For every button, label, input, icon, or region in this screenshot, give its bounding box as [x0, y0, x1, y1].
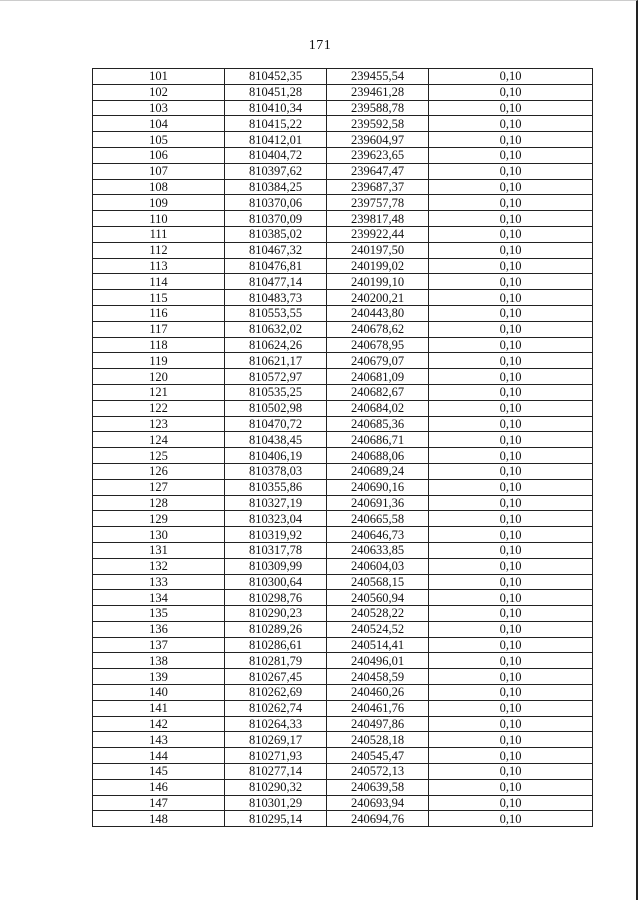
y-coordinate-cell: 240545,47: [327, 748, 429, 764]
y-coordinate-cell: 240497,86: [327, 716, 429, 732]
point-number-cell: 112: [93, 242, 225, 258]
accuracy-cell: 0,10: [429, 179, 593, 195]
accuracy-cell: 0,10: [429, 448, 593, 464]
y-coordinate-cell: 240461,76: [327, 700, 429, 716]
table-row: [93, 211, 593, 227]
accuracy-cell: 0,10: [429, 716, 593, 732]
x-coordinate-cell: 810319,92: [225, 527, 327, 543]
accuracy-cell: 0,10: [429, 669, 593, 685]
table-row: [93, 527, 593, 543]
y-coordinate-cell: 240639,58: [327, 779, 429, 795]
point-number-cell: 130: [93, 527, 225, 543]
accuracy-cell: 0,10: [429, 511, 593, 527]
y-coordinate-cell: 240688,06: [327, 448, 429, 464]
point-number-cell: 131: [93, 542, 225, 558]
x-coordinate-cell: 810415,22: [225, 116, 327, 132]
point-number-cell: 113: [93, 258, 225, 274]
accuracy-cell: 0,10: [429, 574, 593, 590]
accuracy-cell: 0,10: [429, 811, 593, 827]
x-coordinate-cell: 810323,04: [225, 511, 327, 527]
table-row: [93, 542, 593, 558]
point-number-cell: 145: [93, 764, 225, 780]
y-coordinate-cell: 240460,26: [327, 685, 429, 701]
x-coordinate-cell: 810483,73: [225, 290, 327, 306]
accuracy-cell: 0,10: [429, 779, 593, 795]
x-coordinate-cell: 810385,02: [225, 226, 327, 242]
accuracy-cell: 0,10: [429, 132, 593, 148]
y-coordinate-cell: 240199,02: [327, 258, 429, 274]
x-coordinate-cell: 810281,79: [225, 653, 327, 669]
point-number-cell: 126: [93, 463, 225, 479]
accuracy-cell: 0,10: [429, 685, 593, 701]
x-coordinate-cell: 810470,72: [225, 416, 327, 432]
point-number-cell: 116: [93, 305, 225, 321]
point-number-cell: 137: [93, 637, 225, 653]
y-coordinate-cell: 240685,36: [327, 416, 429, 432]
accuracy-cell: 0,10: [429, 147, 593, 163]
point-number-cell: 104: [93, 116, 225, 132]
point-number-cell: 106: [93, 147, 225, 163]
table-row: [93, 590, 593, 606]
table-row: [93, 764, 593, 780]
x-coordinate-cell: 810290,23: [225, 606, 327, 622]
x-coordinate-cell: 810406,19: [225, 448, 327, 464]
accuracy-cell: 0,10: [429, 69, 593, 85]
table-row: [93, 290, 593, 306]
x-coordinate-cell: 810317,78: [225, 542, 327, 558]
point-number-cell: 138: [93, 653, 225, 669]
point-number-cell: 109: [93, 195, 225, 211]
y-coordinate-cell: 240496,01: [327, 653, 429, 669]
table-row: [93, 258, 593, 274]
accuracy-cell: 0,10: [429, 621, 593, 637]
y-coordinate-cell: 239647,47: [327, 163, 429, 179]
accuracy-cell: 0,10: [429, 290, 593, 306]
point-number-cell: 111: [93, 226, 225, 242]
accuracy-cell: 0,10: [429, 195, 593, 211]
x-coordinate-cell: 810289,26: [225, 621, 327, 637]
accuracy-cell: 0,10: [429, 163, 593, 179]
accuracy-cell: 0,10: [429, 463, 593, 479]
x-coordinate-cell: 810412,01: [225, 132, 327, 148]
y-coordinate-cell: 240681,09: [327, 369, 429, 385]
table-row: [93, 748, 593, 764]
point-number-cell: 140: [93, 685, 225, 701]
x-coordinate-cell: 810269,17: [225, 732, 327, 748]
table-row: [93, 653, 593, 669]
y-coordinate-cell: 240693,94: [327, 795, 429, 811]
accuracy-cell: 0,10: [429, 527, 593, 543]
point-number-cell: 102: [93, 84, 225, 100]
y-coordinate-cell: 239455,54: [327, 69, 429, 85]
accuracy-cell: 0,10: [429, 321, 593, 337]
accuracy-cell: 0,10: [429, 700, 593, 716]
accuracy-cell: 0,10: [429, 732, 593, 748]
table-row: [93, 574, 593, 590]
y-coordinate-cell: 240679,07: [327, 353, 429, 369]
y-coordinate-cell: 240686,71: [327, 432, 429, 448]
coordinates-table: [92, 68, 593, 827]
x-coordinate-cell: 810553,55: [225, 305, 327, 321]
table-row: [93, 242, 593, 258]
table-row: [93, 700, 593, 716]
accuracy-cell: 0,10: [429, 100, 593, 116]
table-row: [93, 495, 593, 511]
point-number-cell: 103: [93, 100, 225, 116]
point-number-cell: 105: [93, 132, 225, 148]
table-row: [93, 274, 593, 290]
y-coordinate-cell: 239922,44: [327, 226, 429, 242]
y-coordinate-cell: 240524,52: [327, 621, 429, 637]
y-coordinate-cell: 240691,36: [327, 495, 429, 511]
x-coordinate-cell: 810438,45: [225, 432, 327, 448]
x-coordinate-cell: 810286,61: [225, 637, 327, 653]
table-row: [93, 384, 593, 400]
y-coordinate-cell: 240665,58: [327, 511, 429, 527]
y-coordinate-cell: 239592,58: [327, 116, 429, 132]
table-row: [93, 795, 593, 811]
x-coordinate-cell: 810476,81: [225, 258, 327, 274]
accuracy-cell: 0,10: [429, 653, 593, 669]
accuracy-cell: 0,10: [429, 384, 593, 400]
table-row: [93, 163, 593, 179]
table-row: [93, 432, 593, 448]
point-number-cell: 148: [93, 811, 225, 827]
accuracy-cell: 0,10: [429, 479, 593, 495]
accuracy-cell: 0,10: [429, 305, 593, 321]
y-coordinate-cell: 240694,76: [327, 811, 429, 827]
point-number-cell: 136: [93, 621, 225, 637]
x-coordinate-cell: 810301,29: [225, 795, 327, 811]
table-row: [93, 621, 593, 637]
accuracy-cell: 0,10: [429, 795, 593, 811]
y-coordinate-cell: 240197,50: [327, 242, 429, 258]
y-coordinate-cell: 239604,97: [327, 132, 429, 148]
x-coordinate-cell: 810327,19: [225, 495, 327, 511]
point-number-cell: 108: [93, 179, 225, 195]
coordinates-table-body: [93, 69, 593, 827]
accuracy-cell: 0,10: [429, 211, 593, 227]
x-coordinate-cell: 810262,74: [225, 700, 327, 716]
table-row: [93, 195, 593, 211]
accuracy-cell: 0,10: [429, 400, 593, 416]
x-coordinate-cell: 810467,32: [225, 242, 327, 258]
accuracy-cell: 0,10: [429, 606, 593, 622]
point-number-cell: 127: [93, 479, 225, 495]
table-row: [93, 479, 593, 495]
x-coordinate-cell: 810452,35: [225, 69, 327, 85]
table-row: [93, 511, 593, 527]
point-number-cell: 121: [93, 384, 225, 400]
x-coordinate-cell: 810477,14: [225, 274, 327, 290]
table-row: [93, 716, 593, 732]
point-number-cell: 142: [93, 716, 225, 732]
x-coordinate-cell: 810451,28: [225, 84, 327, 100]
table-row: [93, 353, 593, 369]
table-row: [93, 448, 593, 464]
y-coordinate-cell: 239588,78: [327, 100, 429, 116]
y-coordinate-cell: 240528,22: [327, 606, 429, 622]
x-coordinate-cell: 810295,14: [225, 811, 327, 827]
y-coordinate-cell: 240684,02: [327, 400, 429, 416]
accuracy-cell: 0,10: [429, 353, 593, 369]
table-row: [93, 779, 593, 795]
accuracy-cell: 0,10: [429, 432, 593, 448]
y-coordinate-cell: 240572,13: [327, 764, 429, 780]
x-coordinate-cell: 810267,45: [225, 669, 327, 685]
accuracy-cell: 0,10: [429, 116, 593, 132]
y-coordinate-cell: 239461,28: [327, 84, 429, 100]
table-row: [93, 69, 593, 85]
point-number-cell: 135: [93, 606, 225, 622]
y-coordinate-cell: 240682,67: [327, 384, 429, 400]
point-number-cell: 123: [93, 416, 225, 432]
y-coordinate-cell: 240678,95: [327, 337, 429, 353]
x-coordinate-cell: 810397,62: [225, 163, 327, 179]
y-coordinate-cell: 240604,03: [327, 558, 429, 574]
table-row: [93, 637, 593, 653]
y-coordinate-cell: 240514,41: [327, 637, 429, 653]
point-number-cell: 139: [93, 669, 225, 685]
y-coordinate-cell: 239757,78: [327, 195, 429, 211]
x-coordinate-cell: 810277,14: [225, 764, 327, 780]
table-row: [93, 116, 593, 132]
y-coordinate-cell: 240568,15: [327, 574, 429, 590]
table-row: [93, 416, 593, 432]
table-row: [93, 463, 593, 479]
table-row: [93, 100, 593, 116]
accuracy-cell: 0,10: [429, 258, 593, 274]
point-number-cell: 129: [93, 511, 225, 527]
point-number-cell: 122: [93, 400, 225, 416]
point-number-cell: 144: [93, 748, 225, 764]
accuracy-cell: 0,10: [429, 748, 593, 764]
y-coordinate-cell: 240646,73: [327, 527, 429, 543]
x-coordinate-cell: 810370,09: [225, 211, 327, 227]
accuracy-cell: 0,10: [429, 226, 593, 242]
point-number-cell: 114: [93, 274, 225, 290]
accuracy-cell: 0,10: [429, 337, 593, 353]
point-number-cell: 110: [93, 211, 225, 227]
accuracy-cell: 0,10: [429, 637, 593, 653]
accuracy-cell: 0,10: [429, 416, 593, 432]
y-coordinate-cell: 240690,16: [327, 479, 429, 495]
x-coordinate-cell: 810572,97: [225, 369, 327, 385]
point-number-cell: 147: [93, 795, 225, 811]
table-row: [93, 226, 593, 242]
x-coordinate-cell: 810502,98: [225, 400, 327, 416]
table-row: [93, 321, 593, 337]
x-coordinate-cell: 810355,86: [225, 479, 327, 495]
point-number-cell: 118: [93, 337, 225, 353]
accuracy-cell: 0,10: [429, 84, 593, 100]
point-number-cell: 107: [93, 163, 225, 179]
point-number-cell: 132: [93, 558, 225, 574]
accuracy-cell: 0,10: [429, 558, 593, 574]
table-row: [93, 132, 593, 148]
x-coordinate-cell: 810384,25: [225, 179, 327, 195]
point-number-cell: 125: [93, 448, 225, 464]
point-number-cell: 101: [93, 69, 225, 85]
accuracy-cell: 0,10: [429, 764, 593, 780]
x-coordinate-cell: 810262,69: [225, 685, 327, 701]
point-number-cell: 143: [93, 732, 225, 748]
accuracy-cell: 0,10: [429, 274, 593, 290]
y-coordinate-cell: 240633,85: [327, 542, 429, 558]
x-coordinate-cell: 810624,26: [225, 337, 327, 353]
y-coordinate-cell: 239623,65: [327, 147, 429, 163]
table-row: [93, 84, 593, 100]
table-row: [93, 179, 593, 195]
point-number-cell: 124: [93, 432, 225, 448]
page-number: 171: [308, 38, 332, 53]
table-row: [93, 732, 593, 748]
point-number-cell: 141: [93, 700, 225, 716]
x-coordinate-cell: 810410,34: [225, 100, 327, 116]
x-coordinate-cell: 810621,17: [225, 353, 327, 369]
x-coordinate-cell: 810271,93: [225, 748, 327, 764]
x-coordinate-cell: 810370,06: [225, 195, 327, 211]
point-number-cell: 134: [93, 590, 225, 606]
point-number-cell: 146: [93, 779, 225, 795]
x-coordinate-cell: 810378,03: [225, 463, 327, 479]
point-number-cell: 119: [93, 353, 225, 369]
table-row: [93, 669, 593, 685]
table-row: [93, 558, 593, 574]
y-coordinate-cell: 240678,62: [327, 321, 429, 337]
x-coordinate-cell: 810300,64: [225, 574, 327, 590]
x-coordinate-cell: 810404,72: [225, 147, 327, 163]
x-coordinate-cell: 810290,32: [225, 779, 327, 795]
table-row: [93, 147, 593, 163]
y-coordinate-cell: 240689,24: [327, 463, 429, 479]
x-coordinate-cell: 810632,02: [225, 321, 327, 337]
point-number-cell: 117: [93, 321, 225, 337]
accuracy-cell: 0,10: [429, 242, 593, 258]
y-coordinate-cell: 239817,48: [327, 211, 429, 227]
table-row: [93, 685, 593, 701]
x-coordinate-cell: 810535,25: [225, 384, 327, 400]
y-coordinate-cell: 240458,59: [327, 669, 429, 685]
table-row: [93, 369, 593, 385]
x-coordinate-cell: 810264,33: [225, 716, 327, 732]
point-number-cell: 128: [93, 495, 225, 511]
y-coordinate-cell: 240200,21: [327, 290, 429, 306]
accuracy-cell: 0,10: [429, 369, 593, 385]
accuracy-cell: 0,10: [429, 590, 593, 606]
table-row: [93, 606, 593, 622]
x-coordinate-cell: 810309,99: [225, 558, 327, 574]
table-row: [93, 400, 593, 416]
table-row: [93, 305, 593, 321]
table-row: [93, 337, 593, 353]
point-number-cell: 120: [93, 369, 225, 385]
y-coordinate-cell: 240560,94: [327, 590, 429, 606]
y-coordinate-cell: 240528,18: [327, 732, 429, 748]
x-coordinate-cell: 810298,76: [225, 590, 327, 606]
table-row: [93, 811, 593, 827]
y-coordinate-cell: 239687,37: [327, 179, 429, 195]
y-coordinate-cell: 240199,10: [327, 274, 429, 290]
point-number-cell: 133: [93, 574, 225, 590]
point-number-cell: 115: [93, 290, 225, 306]
y-coordinate-cell: 240443,80: [327, 305, 429, 321]
accuracy-cell: 0,10: [429, 495, 593, 511]
accuracy-cell: 0,10: [429, 542, 593, 558]
